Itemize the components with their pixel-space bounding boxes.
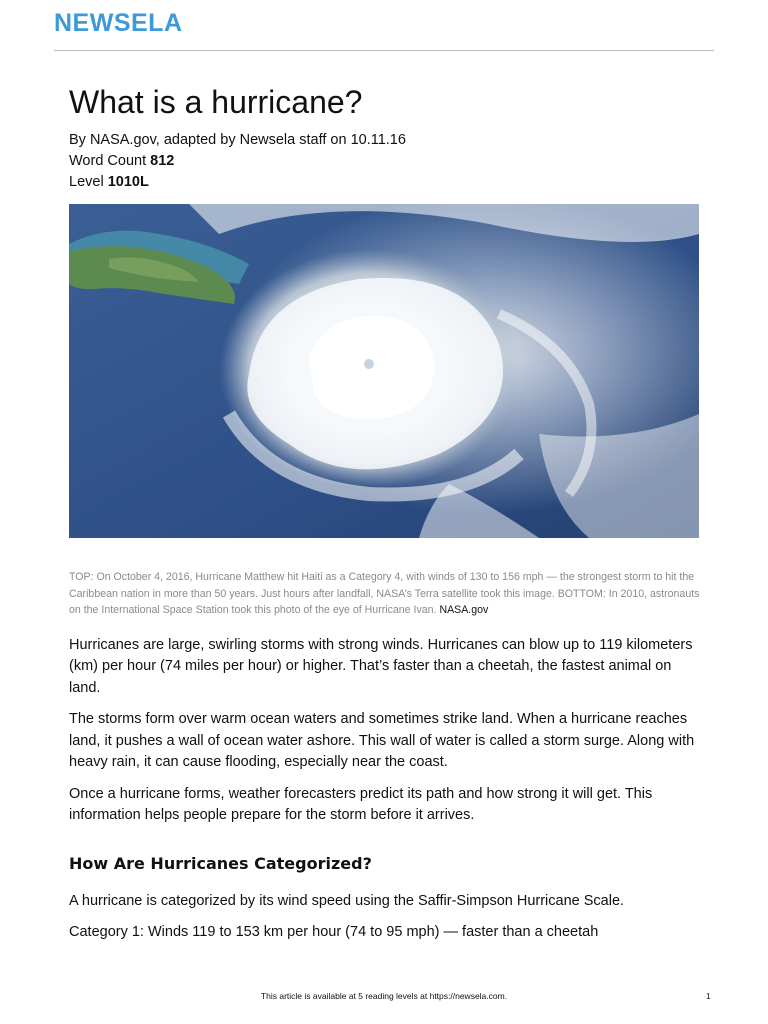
- body-paragraph: Category 1: Winds 119 to 153 km per hour (74 to 95 mph) — faster than a cheetah: [69, 924, 599, 940]
- footer-availability-note: This article is available at 5 reading levels at https://newsela.com.: [260, 991, 508, 1001]
- caption-credit-link[interactable]: NASA.gov: [439, 604, 489, 616]
- caption-text: TOP: On October 4, 2016, Hurricane Matthew hit Haiti as a Category 4, with winds of 130 to 156 mph — the strongest storm to hit the Caribbean nation in more than 50 years. Just hours after landfall, NASA’s Terra satellite took this image. BOTTOM: In 2010, astronauts on the International Space Station took this photo of the eye of Hurricane Ivan.: [69, 571, 700, 616]
- article-meta: [69, 130, 701, 193]
- body-paragraph: Hurricanes are large, swirling storms with strong winds. Hurricanes can blow up to 119 kilometers (km) per hour (74 miles per hour) or higher. That’s faster than a cheetah, the fastest animal on land.: [69, 636, 693, 696]
- image-caption: [69, 569, 701, 619]
- body-paragraph: The storms form over warm ocean waters and sometimes strike land. When a hurricane reaches land, it pushes a wall of ocean water ashore. This wall of water is called a storm surge. Along with heavy rain, it can cause flooding, especially near the coast.: [69, 711, 695, 770]
- page-header: [0, 0, 768, 52]
- reading-level: [69, 172, 701, 193]
- hurricane-satellite-image: [69, 204, 699, 538]
- byline: By NASA.gov, adapted by Newsela staff on 10.11.16: [69, 132, 406, 148]
- article-title: What is a hurricane?: [69, 84, 363, 120]
- word-count-label: Word Count: [69, 153, 147, 169]
- reading-level-value: 1010L: [107, 174, 149, 190]
- word-count: [69, 151, 701, 172]
- newsela-logo[interactable]: NEWSELA: [54, 9, 183, 37]
- body-paragraph: Once a hurricane forms, weather forecasters predict its path and how strong it will get. This information helps people prepare for the storm before it arrives.: [69, 785, 653, 823]
- reading-level-label: Level: [69, 174, 104, 190]
- page-number: 1: [706, 991, 711, 1001]
- header-divider: [54, 50, 714, 51]
- section-heading: How Are Hurricanes Categorized?: [69, 853, 372, 873]
- article-content: [69, 80, 701, 944]
- body-paragraph: A hurricane is categorized by its wind speed using the Saffir-Simpson Hurricane Scale.: [69, 892, 625, 909]
- word-count-value: 812: [150, 153, 175, 169]
